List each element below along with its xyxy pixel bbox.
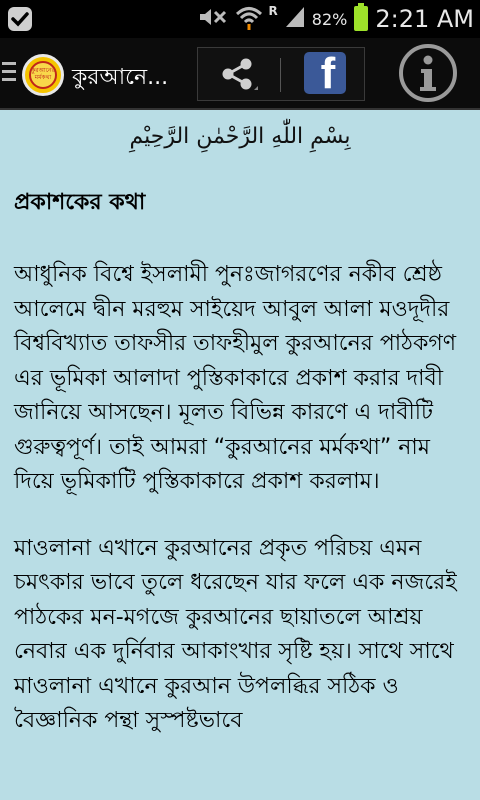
app-title: কুরআনে... <box>72 65 169 90</box>
share-icon <box>218 54 258 94</box>
info-icon <box>398 43 458 103</box>
logo-text: কুরআনের মর্মকথা <box>29 61 57 89</box>
action-divider <box>280 58 281 92</box>
mute-icon <box>197 6 229 32</box>
share-button[interactable] <box>198 48 278 100</box>
check-icon <box>6 5 36 33</box>
menu-icon[interactable] <box>2 62 16 84</box>
network-indicator: R <box>268 4 278 18</box>
wifi-icon <box>235 4 263 34</box>
battery-percent: 82% <box>311 9 348 29</box>
app-logo[interactable] <box>22 54 64 96</box>
status-bar <box>0 0 480 38</box>
clock: 2:21 AM <box>375 5 474 33</box>
status-icons <box>197 0 474 38</box>
battery-icon <box>353 3 369 35</box>
article-heading: প্রকাশকের কথা <box>14 190 146 215</box>
action-buttons <box>197 47 365 101</box>
facebook-icon: f <box>320 52 336 94</box>
paragraph-1: আধুনিক বিশ্বে ইসলামী পুনঃজাগরণের নকীব শ্রেষ্ঠ আলেমে দ্বীন মরহুম সাইয়েদ আবুল আলা মওদূদীর বিশ্ববিখ্যাত তাফসীর তাফহীমুল কুরআনের পাঠকগণ এর ভূমিকা আলাদা পুস্তিকাকারে প্রকাশ করার দাবী জানিয়ে আসছেন। মূলত বিভিন্ন কারণে এ দাবীটি গুরুত্বপূর্ণ। তাই আমরা “কুরআনের মর্মকথা” নাম দিয়ে ভূমিকাটি পুস্তিকাকারে প্রকাশ করলাম। <box>14 262 457 494</box>
article-content[interactable] <box>0 112 480 800</box>
bismillah: بِسْمِ اللّٰهِ الرَّحْمٰنِ الرَّحِيْمِ <box>129 124 351 149</box>
info-button[interactable] <box>398 43 458 103</box>
action-bar <box>0 38 480 110</box>
facebook-button[interactable] <box>304 52 346 94</box>
signal-icon <box>284 5 306 33</box>
paragraph-2: মাওলানা এখানে কুরআনের প্রকৃত পরিচয় এমন চমৎকার ভাবে তুলে ধরেছেন যার ফলে এক নজরেই পাঠকের মন-মগজে কুরআনের ছায়াতলে আশ্রয় নেবার এক দুর্নিবার আকাংখার সৃষ্টি হয়। সাথে সাথে মাওলানা এখানে কুরআন উপলব্ধির সঠিক ও বৈজ্ঞানিক পন্থা সুস্পষ্টভাবে <box>14 535 457 733</box>
